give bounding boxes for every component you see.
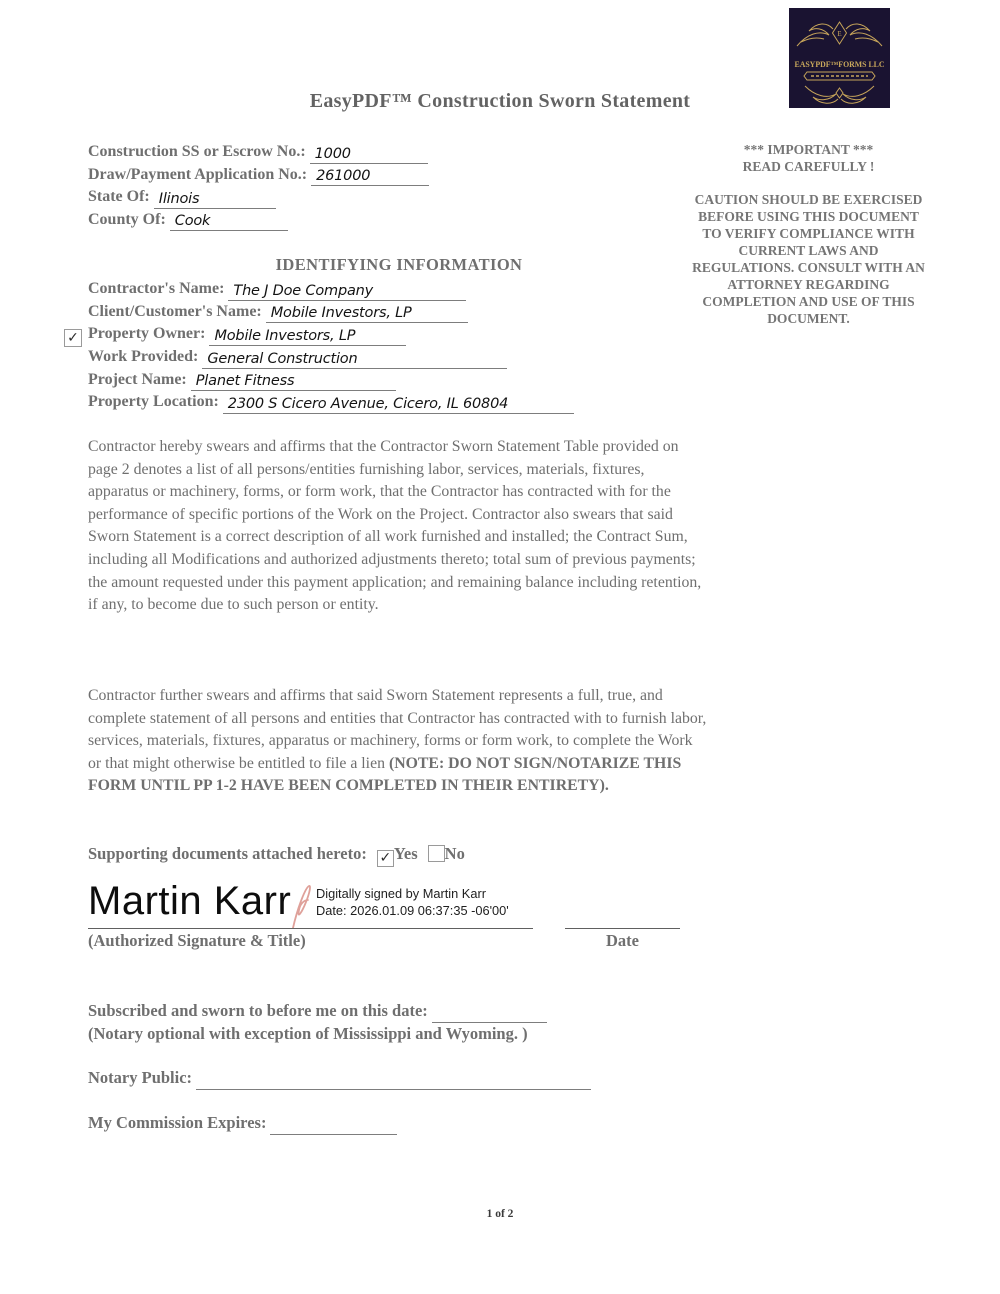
document-title: EasyPDF™ Construction Sworn Statement <box>309 90 691 112</box>
yes-label: Yes <box>393 844 418 863</box>
authorized-signature-caption: (Authorized Signature & Title) <box>88 931 306 950</box>
identifying-information-section <box>67 255 710 414</box>
property-owner-label: Property Owner: <box>88 325 206 343</box>
field-row-draw-application-no <box>88 164 429 187</box>
field-row-escrow-no <box>88 141 429 164</box>
project-name-field[interactable]: Planet Fitness <box>191 372 396 391</box>
field-row-property-location <box>88 391 710 414</box>
project-name-label: Project Name: <box>88 370 187 388</box>
field-row-client-name <box>88 301 710 324</box>
sworn-statement-paragraph-1: Contractor hereby swears and affirms that the Contractor Sworn Statement Table provided on page 2 denotes a list of all persons/entities furnishing labor, services, materials, fixtures, apparatus or machinery, forms, or form work, that the Contractor has contracted with for the performance of specific portions of the Work on the Project. Contractor also swears that said Sworn Statement is a correct description of all work furnished and installed; the Contract Sum, including all Modifications and authorized adjustments thereto; total sum of previous payments; the amount requested under this payment application; and remaining balance including retention, if any, to become due to such person or entity. <box>88 438 702 614</box>
paragraph-2-text: Contractor further swears and affirms that said Sworn Statement represents a full, true, and complete statement of all persons and entities that Contractor has contracted with to furnish labor, services, materials, fixtures, apparatus or machinery, forms or form work, to complete the Work or that might otherwise be entitled to file a lien <box>88 687 707 772</box>
read-carefully-heading: READ CAREFULLY ! <box>742 159 875 174</box>
commission-expires-row <box>88 1111 397 1134</box>
property-owner-checkbox[interactable] <box>64 326 82 349</box>
header-fields <box>88 141 429 231</box>
field-row-county-of <box>88 209 429 232</box>
county-of-label: County Of: <box>88 210 166 228</box>
state-of-field[interactable]: Ilinois <box>154 190 276 209</box>
important-heading: *** IMPORTANT *** <box>743 142 874 157</box>
client-name-label: Client/Customer's Name: <box>88 302 262 320</box>
notary-public-row <box>88 1066 591 1089</box>
field-row-property-owner <box>67 323 710 346</box>
contractor-name-field[interactable]: The J Doe Company <box>228 282 466 301</box>
contractor-name-label: Contractor's Name: <box>88 280 225 297</box>
escrow-no-field[interactable]: 1000 <box>310 145 428 164</box>
date-line[interactable] <box>565 928 680 929</box>
property-location-field[interactable]: 2300 S Cicero Avenue, Cicero, IL 60804 <box>223 395 574 414</box>
digitally-signed-by-line: Digitally signed by Martin Karr <box>316 886 486 901</box>
commission-expires-field[interactable] <box>270 1118 397 1135</box>
digital-signature-details <box>316 886 509 919</box>
field-row-project-name <box>88 369 710 392</box>
notary-public-field[interactable] <box>196 1073 591 1090</box>
property-owner-field[interactable]: Mobile Investors, LP <box>209 327 406 346</box>
digital-signature-date-line: Date: 2026.01.09 06:37:35 -06'00' <box>316 902 509 918</box>
sworn-date-label: Subscribed and sworn to before me on this date: <box>88 1001 428 1020</box>
caution-sidebar <box>690 141 927 327</box>
supporting-documents-label: Supporting documents attached hereto: <box>88 844 367 863</box>
work-provided-label: Work Provided: <box>88 348 199 366</box>
draw-application-no-label: Draw/Payment Application No.: <box>88 165 308 183</box>
property-location-label: Property Location: <box>88 393 219 411</box>
state-of-label: State Of: <box>88 188 150 206</box>
sidebar-spacer <box>690 175 927 191</box>
caution-text: CAUTION SHOULD BE EXERCISED BEFORE USING THIS DOCUMENT TO VERIFY COMPLIANCE WITH CURRENT LAWS AND REGULATIONS. CONSULT WITH AN ATTORNEY REGARDING COMPLETION AND USE OF THIS DOCUMENT. <box>692 192 925 326</box>
field-row-work-provided <box>88 346 710 369</box>
yes-checkbox[interactable]: ✓ <box>377 850 394 867</box>
sworn-date-row <box>88 999 547 1022</box>
county-of-field[interactable]: Cook <box>170 212 288 231</box>
date-caption: Date <box>606 931 639 950</box>
commission-expires-label: My Commission Expires: <box>88 1113 267 1132</box>
draw-application-no-field[interactable]: 261000 <box>311 167 429 186</box>
digital-signature-name[interactable]: Martin Karr <box>88 879 292 923</box>
paragraph-2-note: (NOTE: DO NOT SIGN/NOTARIZE THIS FORM UNTIL PP 1-2 HAVE BEEN COMPLETED IN THEIR ENTIRETY). <box>88 754 682 795</box>
checked-checkbox-icon: ✓ <box>64 329 82 347</box>
identifying-information-heading: IDENTIFYING INFORMATION <box>275 255 523 274</box>
svg-text:E: E <box>837 30 842 38</box>
escrow-no-label: Construction SS or Escrow No.: <box>88 143 306 160</box>
notary-optional-note: (Notary optional with exception of Mississippi and Wyoming. ) <box>88 1024 528 1043</box>
field-row-contractor-name <box>88 278 710 301</box>
no-label: No <box>444 844 465 863</box>
page-number: 1 of 2 <box>486 1208 514 1220</box>
field-row-state-of <box>88 186 429 209</box>
svg-text:EASYPDF™FORMS LLC: EASYPDF™FORMS LLC <box>794 60 885 69</box>
notary-public-label: Notary Public: <box>88 1068 193 1087</box>
sworn-statement-paragraph-2 <box>88 685 708 798</box>
no-checkbox[interactable] <box>428 845 445 862</box>
work-provided-field[interactable]: General Construction <box>202 350 507 369</box>
supporting-documents-row <box>88 842 465 866</box>
sworn-date-field[interactable] <box>432 1006 547 1023</box>
signature-line <box>88 928 533 929</box>
client-name-field[interactable]: Mobile Investors, LP <box>266 304 468 323</box>
